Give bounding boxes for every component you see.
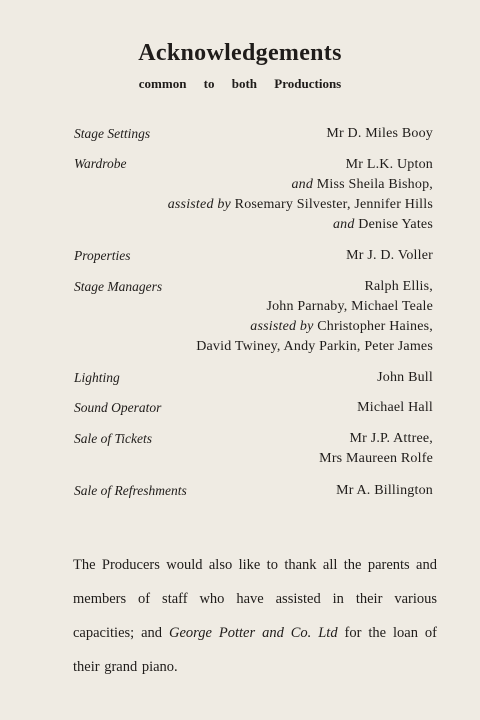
- company-name: George Potter and Co. Ltd: [169, 625, 338, 641]
- closing-paragraph: [73, 548, 437, 684]
- credit-line: [291, 177, 433, 193]
- role-sale-of-tickets: Sale of Tickets: [74, 431, 152, 446]
- credit-line: [168, 197, 433, 213]
- credit-line: David Twiney, Andy Parkin, Peter James: [196, 339, 433, 354]
- credit-line: Mr J. D. Voller: [346, 248, 433, 263]
- credit-text: Christopher Haines,: [317, 319, 433, 334]
- credit-line: [250, 319, 433, 335]
- credit-line: Mr A. Billington: [336, 483, 433, 498]
- page-subtitle: common to both Productions: [138, 76, 342, 91]
- credit-prefix: and: [332, 217, 355, 232]
- role-stage-settings: Stage Settings: [74, 126, 151, 141]
- role-sound-operator: Sound Operator: [74, 400, 162, 415]
- credit-text: Denise Yates: [358, 217, 433, 232]
- credit-line: Michael Hall: [357, 400, 433, 415]
- credit-text: Miss Sheila Bishop,: [316, 177, 433, 192]
- role-properties: Properties: [74, 248, 131, 263]
- credit-prefix: and: [291, 177, 314, 192]
- role-wardrobe: Wardrobe: [74, 156, 127, 171]
- page-title: Acknowledgements: [138, 40, 342, 66]
- credit-line: Mr D. Miles Booy: [326, 126, 433, 141]
- credit-prefix: assisted by: [167, 197, 231, 212]
- credit-line: Ralph Ellis,: [364, 279, 433, 294]
- closing-text: The Producers would also like to thank all the parents and members of staff who have assisted in their various capacities; and: [73, 557, 437, 641]
- credit-line: Mr J.P. Attree,: [349, 431, 433, 446]
- role-stage-managers: Stage Managers: [74, 279, 163, 294]
- credit-line: John Bull: [377, 370, 433, 385]
- credit-line: Mr L.K. Upton: [345, 157, 433, 172]
- role-lighting: Lighting: [74, 370, 120, 385]
- credit-line: [333, 217, 433, 233]
- credit-line: John Parnaby, Michael Teale: [266, 299, 433, 314]
- role-sale-of-refreshments: Sale of Refreshments: [74, 483, 187, 498]
- credit-prefix: assisted by: [250, 319, 314, 334]
- credit-line: Mrs Maureen Rolfe: [319, 451, 433, 466]
- closing-text: for the loan of their grand piano.: [73, 625, 437, 675]
- credit-text: Rosemary Silvester, Jennifer Hills: [234, 197, 433, 212]
